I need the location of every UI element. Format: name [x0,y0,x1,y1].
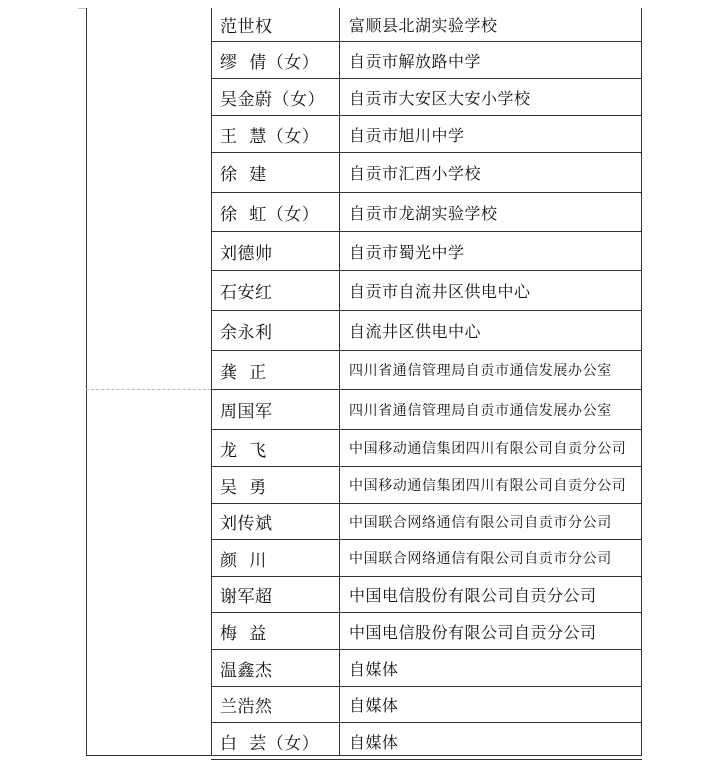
member-name: 吴金蔚（女） [220,89,325,110]
member-unit: 自媒体 [349,659,399,679]
table-row [211,311,642,351]
member-name: 王 慧（女） [220,126,320,147]
table-row [211,8,642,42]
member-unit: 自媒体 [349,732,399,752]
table-row [211,723,642,760]
table-row [211,390,642,430]
member-unit: 自贡市龙湖实验学校 [349,203,498,223]
table-row [211,232,642,271]
table-rows [211,8,642,760]
member-unit: 四川省通信管理局自贡市通信发展办公室 [349,363,612,379]
member-unit: 中国移动通信集团四川有限公司自贡分公司 [349,441,627,457]
member-unit: 自流井区供电中心 [349,322,482,341]
member-name: 白 芸（女） [220,733,320,754]
member-name: 谢军超 [220,587,273,607]
member-name: 范世权 [220,17,273,37]
member-unit: 中国电信股份有限公司自贡分公司 [349,586,597,605]
member-name: 刘德帅 [220,243,273,264]
member-name: 周国军 [220,402,273,422]
table-row [211,467,642,504]
member-name: 温鑫杰 [220,660,273,681]
member-name: 颜 川 [220,550,267,571]
member-unit: 自贡市旭川中学 [349,125,465,145]
table-row [211,504,642,540]
member-name: 龙 飞 [220,440,267,461]
member-unit: 自贡市解放路中学 [349,51,482,71]
table-row [211,650,642,687]
member-name: 刘传斌 [220,514,273,534]
member-unit: 自贡市自流井区供电中心 [349,282,531,301]
table-row [211,153,642,193]
member-name: 梅 益 [220,623,267,644]
member-unit: 自媒体 [349,696,399,715]
table-row [211,42,642,79]
table-row [211,116,642,153]
member-table [86,8,642,756]
member-name: 缪 倩（女） [220,52,320,73]
member-unit: 中国联合网络通信有限公司自贡市分公司 [349,514,612,531]
member-unit: 自贡市汇西小学校 [349,164,482,183]
table-top-stub [78,8,86,9]
member-unit: 富顺县北湖实验学校 [349,16,498,35]
table-row [211,540,642,577]
table-row [211,577,642,613]
member-name: 兰浩然 [220,697,273,717]
table-left-border [86,8,87,756]
table-row [211,79,642,116]
table-row [211,430,642,467]
member-unit: 中国联合网络通信有限公司自贡市分公司 [349,551,612,567]
member-name: 石安红 [220,283,273,303]
member-unit: 自贡市大安区大安小学校 [349,88,531,108]
member-name: 徐 虹（女） [220,204,320,225]
table-row [211,193,642,232]
member-unit: 中国电信股份有限公司自贡分公司 [349,622,597,642]
group-divider [86,389,211,390]
member-unit: 中国移动通信集团四川有限公司自贡分公司 [349,478,627,494]
table-row [211,687,642,723]
member-unit: 自贡市蜀光中学 [349,242,465,262]
member-name: 龚 正 [220,362,267,383]
table-row [211,351,642,390]
table-row [211,271,642,311]
member-name: 余永利 [220,323,273,343]
member-unit: 四川省通信管理局自贡市通信发展办公室 [349,402,612,419]
member-name: 吴 勇 [220,477,267,498]
member-name: 徐 建 [220,165,267,185]
table-row [211,613,642,650]
